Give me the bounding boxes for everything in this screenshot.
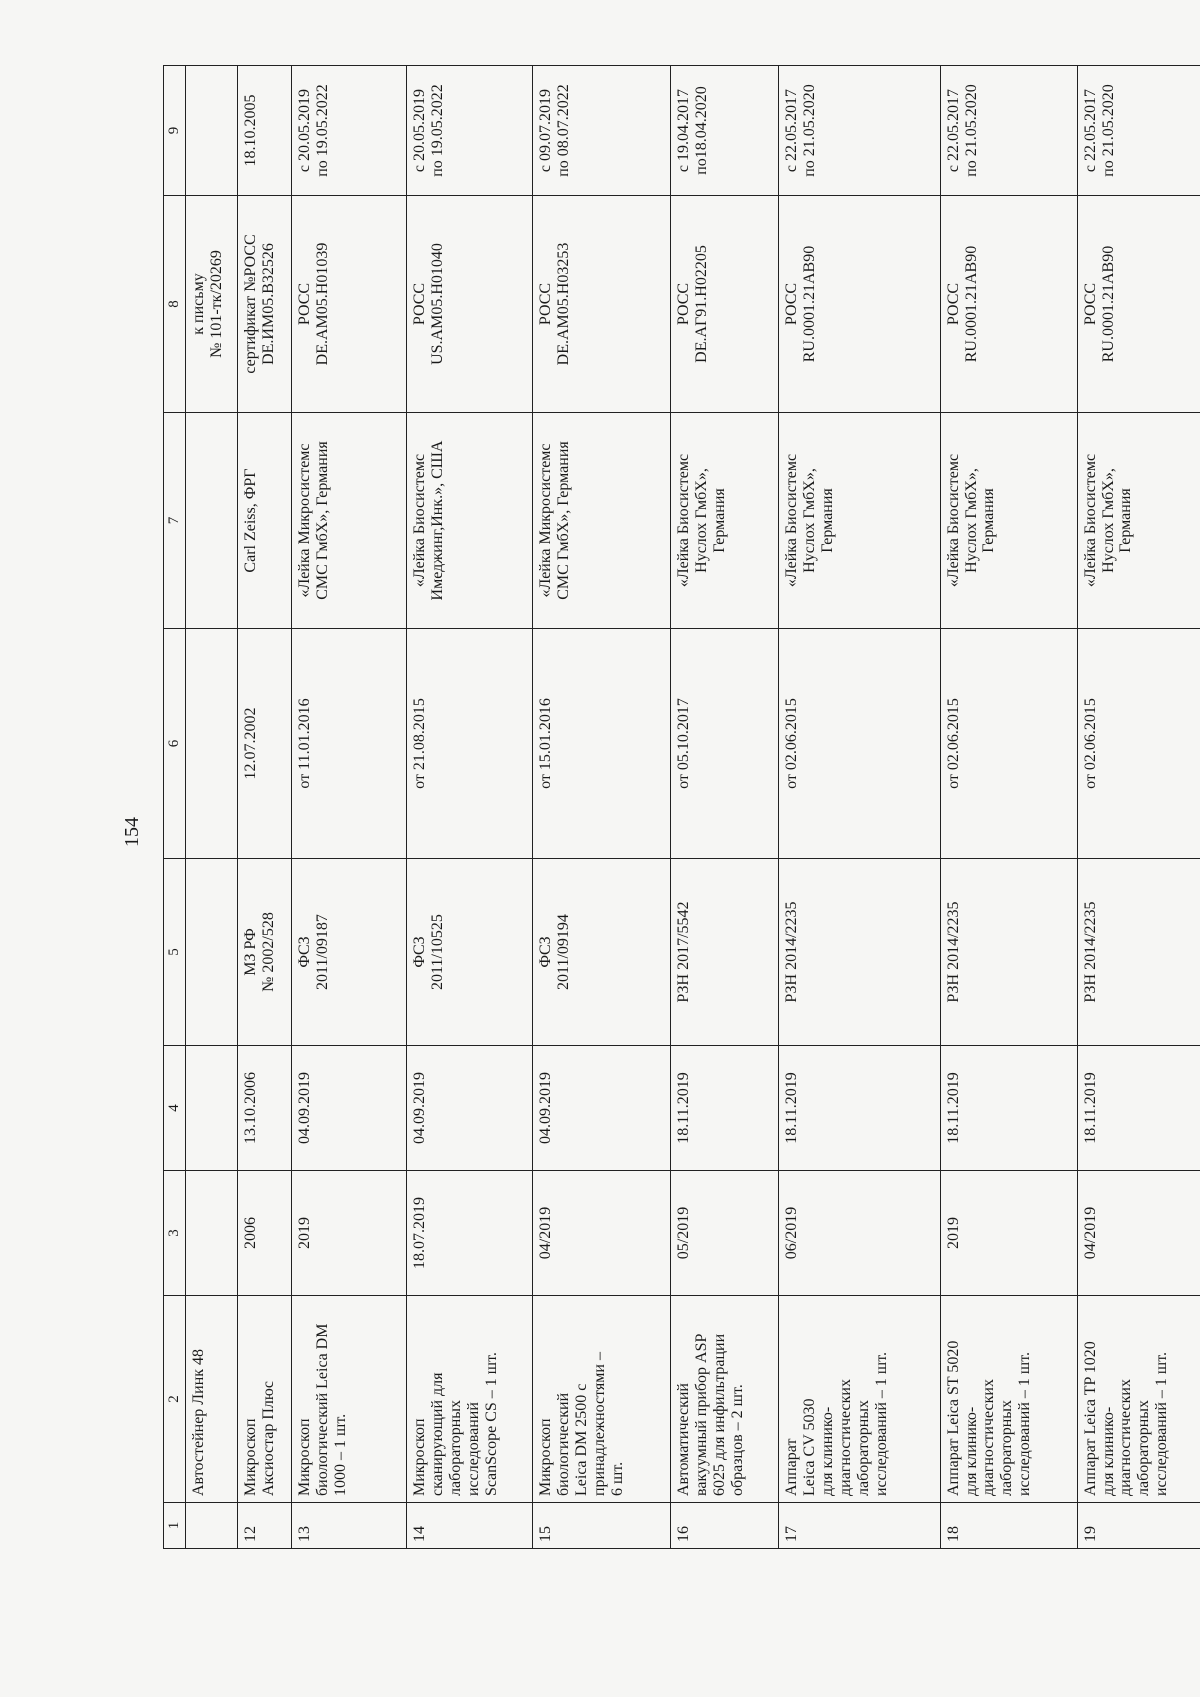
certificate: РОСС DE.АМ05.Н01039 (292, 196, 407, 413)
registration-date: от 02.06.2015 (940, 629, 1077, 859)
certificate: РОСС RU.0001.21АВ90 (940, 196, 1077, 413)
table-row (671, 66, 779, 1549)
certificate-validity: с 22.05.2017 по 21.05.2020 (940, 66, 1077, 196)
registration-date: 12.07.2002 (238, 629, 292, 859)
date-commissioned: 18.11.2019 (940, 1046, 1077, 1171)
registration-number: РЗН 2017/5542 (671, 859, 779, 1046)
row-number: 15 (533, 1503, 671, 1549)
year-made: 2019 (292, 1171, 407, 1296)
year-made: 04/2019 (533, 1171, 671, 1296)
manufacturer: «Лейка Биосистемс Нуслох ГмбХ», Германия (940, 413, 1077, 629)
registration-number: МЗ РФ № 2002/528 (238, 859, 292, 1046)
certificate-validity: с 22.05.2017 по 21.05.2020 (779, 66, 941, 196)
equipment-name: Микроскоп Аксиостар Плюс (238, 1296, 292, 1503)
date-commissioned: 04.09.2019 (406, 1046, 532, 1171)
year-made (186, 1171, 238, 1296)
col-header: 1 (164, 1503, 186, 1549)
col-header: 8 (164, 196, 186, 413)
certificate-validity: с 22.05.2017 по 21.05.2020 (1077, 66, 1200, 196)
registration-date: от 11.01.2016 (292, 629, 407, 859)
col-header: 7 (164, 413, 186, 629)
registration-date: от 02.06.2015 (1077, 629, 1200, 859)
row-number (186, 1503, 238, 1549)
table-row (292, 66, 407, 1549)
date-commissioned: 04.09.2019 (533, 1046, 671, 1171)
equipment-name: Микроскоп биологический Leica DM 2500 с принадлежностями – 6 шт. (533, 1296, 671, 1503)
row-number: 14 (406, 1503, 532, 1549)
registration-number: РЗН 2014/2235 (940, 859, 1077, 1046)
certificate-validity: 18.10.2005 (238, 66, 292, 196)
manufacturer (186, 413, 238, 629)
manufacturer: «Лейка Биосистемс Имеджинг,Инк.», США (406, 413, 532, 629)
certificate: сертификат №РОСС DE.ИМ05.В32526 (238, 196, 292, 413)
equipment-name: Автоматический вакуумный прибор ASP 6025 для инфильтрации образцов – 2 шт. (671, 1296, 779, 1503)
table-row (779, 66, 941, 1549)
year-made: 04/2019 (1077, 1171, 1200, 1296)
equipment-name: Аппарат Leica CV 5030 для клинико- диагностических лабораторных исследований – 1 шт. (779, 1296, 941, 1503)
equipment-name: Микроскоп биологический Leica DM 1000 – 1 шт. (292, 1296, 407, 1503)
col-header: 3 (164, 1171, 186, 1296)
row-number: 18 (940, 1503, 1077, 1549)
registration-number: ФСЗ 2011/09194 (533, 859, 671, 1046)
manufacturer: «Лейка Биосистемс Нуслох ГмбХ», Германия (779, 413, 941, 629)
certificate-validity: с 09.07.2019 по 08.07.2022 (533, 66, 671, 196)
registration-number (186, 859, 238, 1046)
table-row (238, 66, 292, 1549)
year-made: 2006 (238, 1171, 292, 1296)
registration-date: от 15.01.2016 (533, 629, 671, 859)
table-row (533, 66, 671, 1549)
col-header: 9 (164, 66, 186, 196)
year-made: 18.07.2019 (406, 1171, 532, 1296)
certificate-validity: с 20.05.2019 по 19.05.2022 (292, 66, 407, 196)
table-row (1077, 66, 1200, 1549)
certificate: к письму № 101-тк/20269 (186, 196, 238, 413)
manufacturer: «Лейка Биосистемс Нуслох ГмбХ», Германия (671, 413, 779, 629)
date-commissioned: 13.10.2006 (238, 1046, 292, 1171)
col-header: 4 (164, 1046, 186, 1171)
certificate: РОСС RU.0001.21АВ90 (779, 196, 941, 413)
certificate: РОСС RU.0001.21АВ90 (1077, 196, 1200, 413)
equipment-name: Аппарат Leica ST 5020 для клинико- диагностических лабораторных исследований – 1 шт. (940, 1296, 1077, 1503)
row-number: 12 (238, 1503, 292, 1549)
equipment-name: Аппарат Leica TP 1020 для клинико- диагностических лабораторных исследований – 1 шт. (1077, 1296, 1200, 1503)
certificate-validity: с 20.05.2019 по 19.05.2022 (406, 66, 532, 196)
row-number: 17 (779, 1503, 941, 1549)
header-row (164, 66, 186, 1549)
certificate: РОСС DE.АМ05.Н03253 (533, 196, 671, 413)
table-row (186, 66, 238, 1549)
table-row (406, 66, 532, 1549)
equipment-name: Микроскоп сканирующий для лабораторных исследований ScanScope CS – 1 шт. (406, 1296, 532, 1503)
equipment-name: Автостейнер Линк 48 (186, 1296, 238, 1503)
manufacturer: «Лейка Микросистемс СМС ГмбХ», Германия (292, 413, 407, 629)
page-number: 154 (121, 817, 143, 847)
row-number: 16 (671, 1503, 779, 1549)
date-commissioned (186, 1046, 238, 1171)
registration-number: РЗН 2014/2235 (779, 859, 941, 1046)
row-number: 13 (292, 1503, 407, 1549)
table-row (940, 66, 1077, 1549)
certificate: РОСС DE.АГ91.Н02205 (671, 196, 779, 413)
col-header: 2 (164, 1296, 186, 1503)
row-number: 19 (1077, 1503, 1200, 1549)
date-commissioned: 18.11.2019 (779, 1046, 941, 1171)
registration-date: от 02.06.2015 (779, 629, 941, 859)
rotated-table-container (163, 66, 1200, 1549)
col-header: 6 (164, 629, 186, 859)
certificate: РОСС US.АМ05.Н01040 (406, 196, 532, 413)
registration-date: от 05.10.2017 (671, 629, 779, 859)
certificate-validity (186, 66, 238, 196)
date-commissioned: 04.09.2019 (292, 1046, 407, 1171)
certificate-validity: с 19.04.2017 по18.04.2020 (671, 66, 779, 196)
date-commissioned: 18.11.2019 (1077, 1046, 1200, 1171)
equipment-table (163, 65, 1200, 1549)
col-header: 5 (164, 859, 186, 1046)
year-made: 06/2019 (779, 1171, 941, 1296)
date-commissioned: 18.11.2019 (671, 1046, 779, 1171)
registration-number: ФСЗ 2011/09187 (292, 859, 407, 1046)
manufacturer: Carl Zeiss, ФРГ (238, 413, 292, 629)
registration-date: от 21.08.2015 (406, 629, 532, 859)
manufacturer: «Лейка Микросистемс СМС ГмбХ», Германия (533, 413, 671, 629)
registration-date (186, 629, 238, 859)
registration-number: ФСЗ 2011/10525 (406, 859, 532, 1046)
year-made: 2019 (940, 1171, 1077, 1296)
rotated-table-frame (163, 66, 1200, 1549)
registration-number: РЗН 2014/2235 (1077, 859, 1200, 1046)
year-made: 05/2019 (671, 1171, 779, 1296)
manufacturer: «Лейка Биосистемс Нуслох ГмбХ», Германия (1077, 413, 1200, 629)
